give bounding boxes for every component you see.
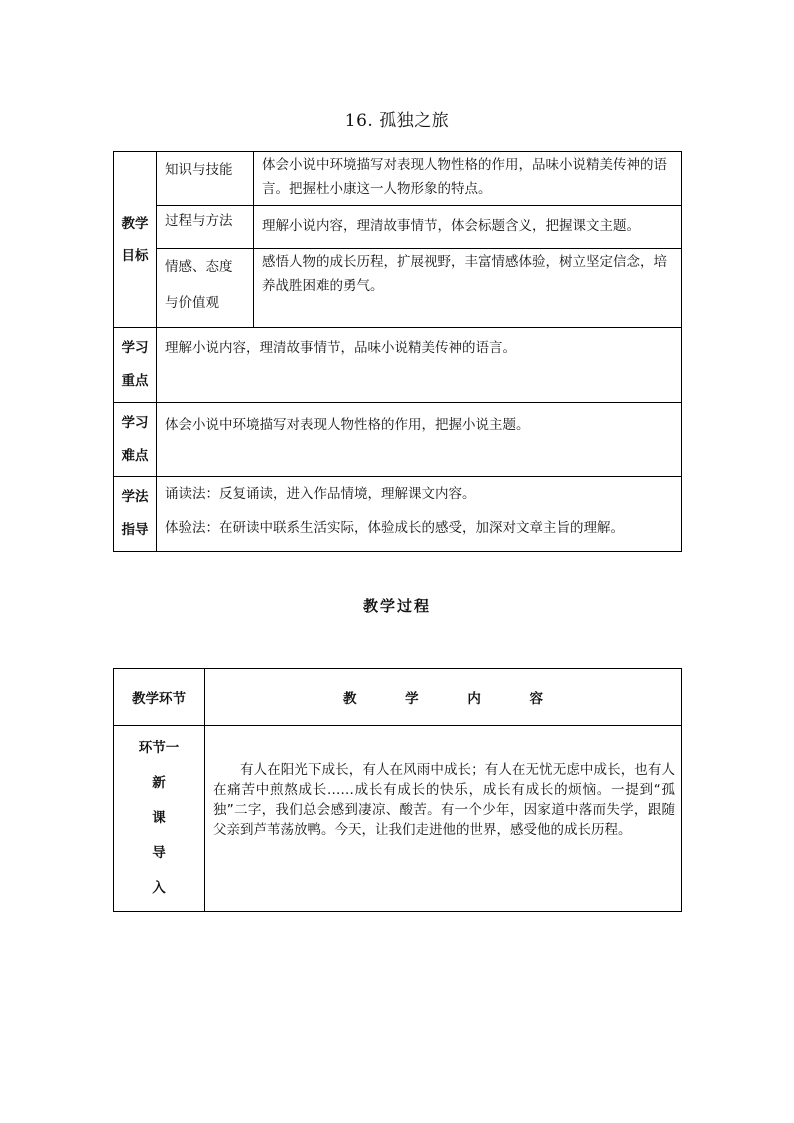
difficulties-label-line2: 难点 (121, 447, 149, 464)
key-points-label (114, 328, 157, 403)
difficulties-content: 体会小说中环境描写对表现人物性格的作用，把握小说主题。 (157, 403, 682, 477)
key-points-label-line1: 学习 (121, 340, 149, 356)
methods-label-line1: 学法 (121, 489, 149, 505)
intro-paragraph: 有人在阳光下成长，有人在风雨中成长；有人在无忧无虑中成长，也有人在痛苦中煎熬成长……成长有成长的快乐，成长有成长的烦恼。一提到“孤独”二字，我们总会感到凄凉、酸苦。有一个少年，因家道中落而失学，跟随父亲到芦苇荡放鸭。今天，让我们走进他的世界，感受他的成长历程。 (205, 726, 682, 912)
difficulties-label-line1: 学习 (121, 414, 149, 431)
process-table (113, 668, 682, 912)
content-header-char-2: 学 (405, 691, 419, 707)
process-methods-content: 理解小说内容，理清故事情节，体会标题含义，把握课文主题。 (254, 206, 682, 249)
teaching-objectives-label-line2: 目标 (121, 247, 149, 264)
attitude-values-label (157, 249, 254, 328)
method-experience: 体验法：在研读中联系生活实际，体验成长的感受，加深对文章主旨的理解。 (165, 520, 624, 536)
difficulties-label (114, 403, 157, 477)
key-points-label-line2: 重点 (121, 373, 149, 389)
stage-column-header: 教学环节 (114, 669, 205, 726)
content-header-char-4: 容 (529, 691, 544, 707)
method-recitation: 诵读法：反复诵读，进入作品情境，理解课文内容。 (165, 486, 476, 502)
attitude-values-content: 感悟人物的成长历程，扩展视野，丰富情感体验，树立坚定信念，培养战胜困难的勇气。 (254, 249, 682, 328)
knowledge-skills-label: 知识与技能 (157, 152, 254, 206)
stage-name: 环节一 (138, 740, 180, 756)
stage-char-2: 课 (152, 810, 166, 826)
process-heading: 教学过程 (362, 597, 431, 615)
methods-label (114, 477, 157, 552)
stage-cell (114, 726, 205, 912)
attitude-values-label-line1: 情感、态度 (165, 259, 233, 275)
key-points-content: 理解小说内容，理清故事情节，品味小说精美传神的语言。 (157, 328, 682, 403)
methods-content (157, 477, 682, 552)
knowledge-skills-content: 体会小说中环境描写对表现人物性格的作用，品味小说精美传神的语言。把握杜小康这一人物形象的特点。 (254, 152, 682, 206)
content-column-header (205, 669, 682, 726)
methods-label-line2: 指导 (121, 522, 149, 538)
process-methods-label: 过程与方法 (157, 206, 254, 249)
content-header-char-1: 教 (342, 691, 357, 707)
stage-char-1: 新 (152, 775, 166, 791)
teaching-objectives-label (114, 152, 157, 328)
objectives-table (113, 151, 682, 552)
attitude-values-label-line2: 与价值观 (165, 295, 219, 311)
page-title: 16. 孤独之旅 (344, 111, 450, 131)
content-header-char-3: 内 (467, 691, 481, 707)
stage-char-4: 入 (152, 880, 166, 896)
stage-char-3: 导 (152, 845, 166, 861)
teaching-objectives-label-line1: 教学 (121, 215, 149, 232)
